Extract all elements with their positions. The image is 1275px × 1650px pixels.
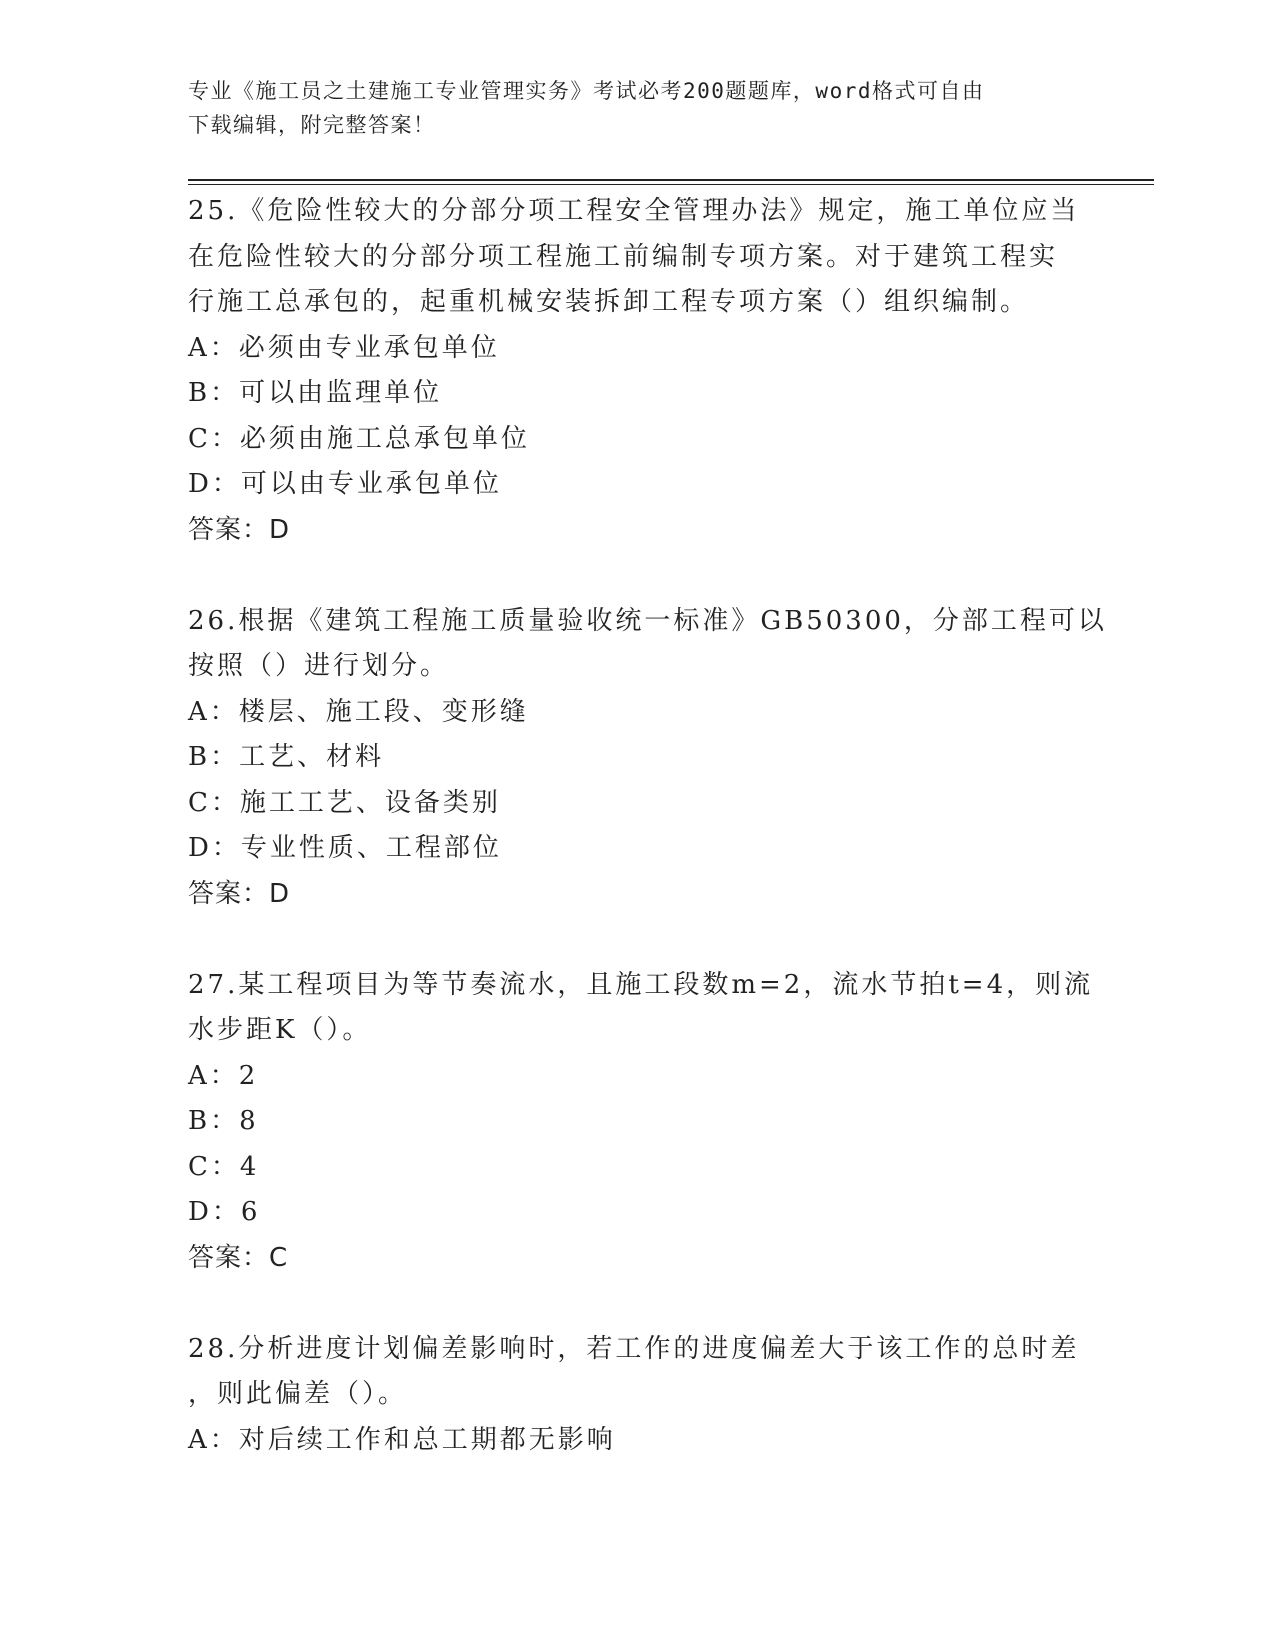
question-stem-line: 25.《危险性较大的分部分项工程安全管理办法》规定，施工单位应当 <box>188 196 1080 226</box>
question-26 <box>188 599 1107 918</box>
option-a: A：楼层、施工段、变形缝 <box>188 696 529 727</box>
answer-text: 答案：C <box>188 1242 289 1273</box>
question-stem-line: ，则此偏差（）。 <box>188 1379 408 1409</box>
answer-text: 答案：D <box>188 514 291 545</box>
question-stem-line: 行施工总承包的，起重机械安装拆卸工程专项方案（）组织编制。 <box>188 287 1030 317</box>
answer-text: 答案：D <box>188 878 291 909</box>
option-d: D：6 <box>188 1197 261 1227</box>
option-a: A：必须由专业承包单位 <box>188 332 500 363</box>
question-spacer <box>188 917 1088 963</box>
question-28 <box>188 1327 1088 1464</box>
option-a: A：2 <box>188 1060 259 1091</box>
question-stem-line: 26.根据《建筑工程施工质量验收统一标准》GB50300，分部工程可以 <box>188 605 1107 636</box>
header-line-2: 下载编辑，附完整答案！ <box>188 113 436 137</box>
option-d: D：可以由专业承包单位 <box>188 469 502 499</box>
option-d: D：专业性质、工程部位 <box>188 833 502 863</box>
question-stem-line: 在危险性较大的分部分项工程施工前编制专项方案。对于建筑工程实 <box>188 241 1059 272</box>
question-spacer <box>188 553 1088 599</box>
question-stem-line: 按照（）进行划分。 <box>188 651 450 681</box>
header-divider-thin <box>188 184 1154 185</box>
question-stem-line: 水步距K（）。 <box>188 1015 372 1045</box>
header-divider-thick <box>188 179 1154 181</box>
question-list <box>188 189 1107 1463</box>
question-27 <box>188 963 1094 1282</box>
question-stem-line: 27.某工程项目为等节奏流水，且施工段数m=2，流水节拍t=4，则流 <box>188 969 1094 1000</box>
document-header <box>188 74 1068 142</box>
question-25 <box>188 189 1088 553</box>
option-b: B：8 <box>188 1106 259 1136</box>
option-c: C：4 <box>188 1151 260 1182</box>
option-b: B：工艺、材料 <box>188 742 385 772</box>
option-b: B：可以由监理单位 <box>188 378 443 408</box>
header-line-1: 专业《施工员之土建施工专业管理实务》考试必考200题题库，word格式可自由 <box>188 79 985 103</box>
question-spacer <box>188 1281 1088 1327</box>
question-stem-line: 28.分析进度计划偏差影响时，若工作的进度偏差大于该工作的总时差 <box>188 1333 1080 1364</box>
option-c: C：必须由施工总承包单位 <box>188 423 530 454</box>
option-c: C：施工工艺、设备类别 <box>188 787 501 818</box>
option-a: A：对后续工作和总工期都无影响 <box>188 1424 616 1455</box>
